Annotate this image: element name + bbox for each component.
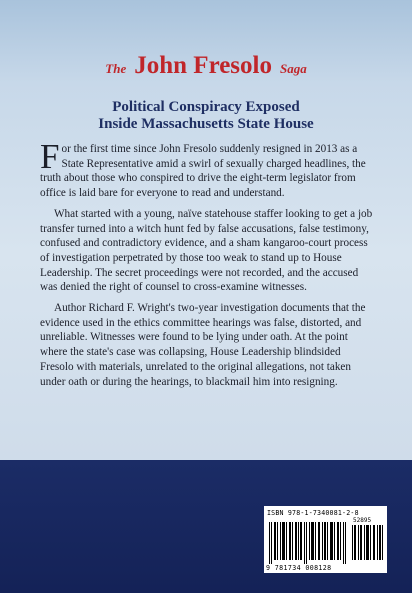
title-suffix: Saga — [279, 61, 307, 76]
price-code-text: 52895 — [353, 517, 372, 524]
addon-barcode-bars — [352, 525, 384, 560]
paragraph-1-text: or the first time since John Fresolo suddenly resigned in 2013 as a State Representative amid a swirl of sexually charged headlines, the truth about those who conspired to drive the eight-term legislator from office is laid bare for everyone to read and understand. — [40, 143, 366, 200]
ean-barcode-bars — [267, 522, 349, 564]
subtitle-line-1: Political Conspiracy Exposed — [112, 99, 300, 115]
isbn-text: ISBN 978-1-7340081-2-8 — [267, 509, 359, 517]
book-title — [0, 52, 412, 80]
title-main: John Fresolo — [134, 52, 272, 79]
blurb-paragraph-1 — [40, 137, 374, 201]
blurb-paragraph-2: What started with a young, naïve statehouse staffer looking to get a job transfer turned into a witch hunt fed by false accusations, false testimony, confused and contradictory evidence, and a sham kangaroo-court process of investigation perpetrated by those too weak to stand up to House Leadership. The secret proceedings were not recorded, and the accused was denied the right of counsel to cross-examine witnesses. — [40, 207, 373, 294]
book-subtitle — [0, 99, 412, 133]
isbn-barcode — [264, 506, 387, 573]
ean-digits-text: 9 781734 008128 — [266, 564, 332, 572]
drop-cap: F — [40, 137, 60, 176]
title-prefix: The — [105, 61, 127, 76]
subtitle-line-2: Inside Massachusetts State House — [98, 116, 314, 132]
blurb-text — [40, 137, 374, 395]
blurb-paragraph-3: Author Richard F. Wright's two-year investigation documents that the evidence used in the ethics committee hearings was false, distorted, and unreliable. Witnesses were found to be lying under oath. At the point where the state's case was collapsing, House Leadership blindsided Fresolo with materials, unrelated to the original allegations, not taken under oath or during the hearings, to blackmail him into resigning. — [40, 302, 366, 388]
